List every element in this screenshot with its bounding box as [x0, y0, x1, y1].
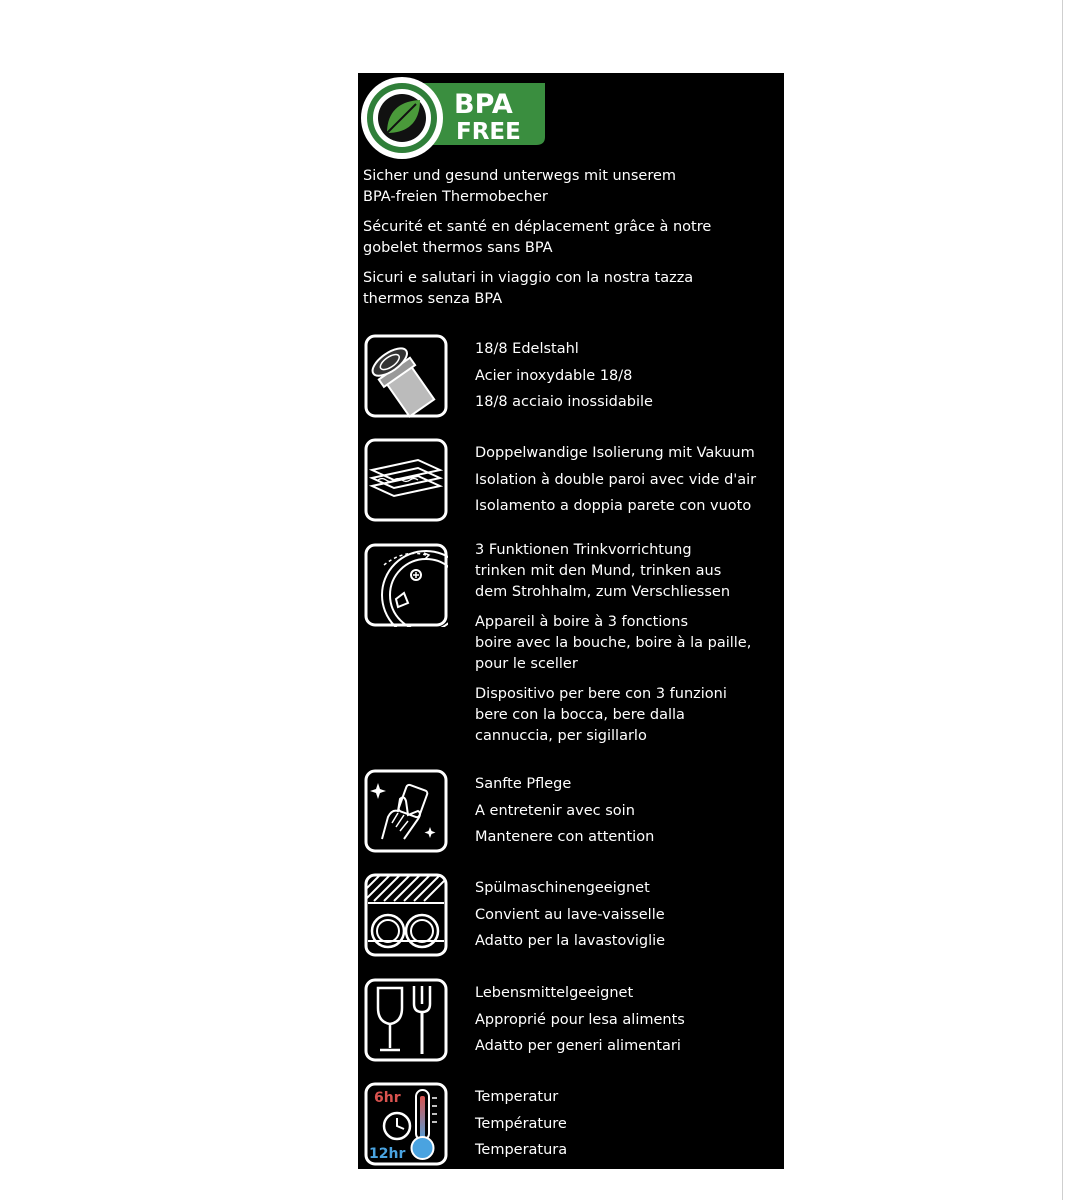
- drinking-lid-icon: [364, 543, 448, 627]
- intro-fr: Sécurité et santé en déplacement grâce à notre gobelet thermos sans BPA: [363, 219, 712, 256]
- stainless-steel-icon: [364, 334, 448, 418]
- feature-steel-de: 18/8 Edelstahl: [475, 341, 579, 357]
- feature-care-fr: A entretenir avec soin: [475, 802, 635, 819]
- feature-insulation-text: [475, 440, 756, 520]
- feature-lid-text: [475, 540, 751, 756]
- clock-icon: [384, 1113, 410, 1139]
- feature-care-de: Sanfte Pflege: [475, 776, 572, 792]
- feature-dishwasher-fr: Convient au lave-vaisselle: [475, 906, 665, 923]
- feature-insulation-it: Isolamento a doppia parete con vuoto: [475, 498, 752, 514]
- glass-fork-icon: [364, 978, 448, 1062]
- feature-temperature-text: [475, 1084, 567, 1164]
- cold-duration-label: 12hr: [369, 1146, 406, 1162]
- feature-steel-text: [475, 336, 653, 416]
- intro-it: Sicuri e salutari in viaggio con la nostra tazza thermos senza BPA: [363, 270, 694, 307]
- feature-dishwasher-it: Adatto per la lavastoviglie: [475, 933, 666, 949]
- feature-temperature-de: Temperatur: [475, 1089, 559, 1105]
- feature-insulation-de: Doppelwandige Isolierung mit Vakuum: [475, 445, 755, 461]
- feature-care-it: Mantenere con attention: [475, 829, 655, 845]
- temperature-thermometer-icon: [364, 1082, 448, 1166]
- feature-steel-it: 18/8 acciaio inossidabile: [475, 394, 653, 410]
- feature-dishwasher-text: [475, 875, 665, 955]
- product-info-panel: [358, 73, 784, 1169]
- feature-dishwasher-de: Spülmaschinengeeignet: [475, 880, 650, 896]
- feature-steel-fr: Acier inoxydable 18/8: [475, 367, 633, 384]
- hot-duration-label: 6hr: [374, 1090, 401, 1106]
- feature-temperature-fr: Température: [475, 1115, 567, 1132]
- feature-insulation-fr: Isolation à double paroi avec vide d'air: [475, 471, 757, 488]
- feature-food-fr: Approprié pour lesa aliments: [475, 1011, 685, 1028]
- bpa-free-badge: [360, 75, 546, 161]
- feature-lid-fr: Appareil à boire à 3 fonctions boire avec la bouche, boire à la paille, pour le sceller: [475, 614, 752, 672]
- feature-food-text: [475, 980, 685, 1060]
- intro-de: Sicher und gesund unterwegs mit unserem BPA-freien Thermobecher: [363, 168, 677, 205]
- feature-temperature-it: Temperatura: [475, 1142, 568, 1158]
- dishwasher-icon: [364, 873, 448, 957]
- badge-line1: BPA: [454, 89, 513, 120]
- feature-food-it: Adatto per generi alimentari: [475, 1038, 681, 1054]
- intro-text: [363, 166, 773, 319]
- badge-line2: FREE: [456, 119, 521, 145]
- hand-cleaning-icon: [364, 769, 448, 853]
- feature-food-de: Lebensmittelgeeignet: [475, 985, 634, 1001]
- page-edge-line: [1062, 0, 1063, 1200]
- feature-lid-it: Dispositivo per bere con 3 funzioni bere con la bocca, bere dalla cannuccia, per sigillarlo: [475, 686, 727, 744]
- feature-care-text: [475, 771, 654, 851]
- insulation-layers-icon: [364, 438, 448, 522]
- feature-lid-de: 3 Funktionen Trinkvorrichtung trinken mit den Mund, trinken aus dem Strohhalm, zum Verschliessen: [475, 542, 731, 600]
